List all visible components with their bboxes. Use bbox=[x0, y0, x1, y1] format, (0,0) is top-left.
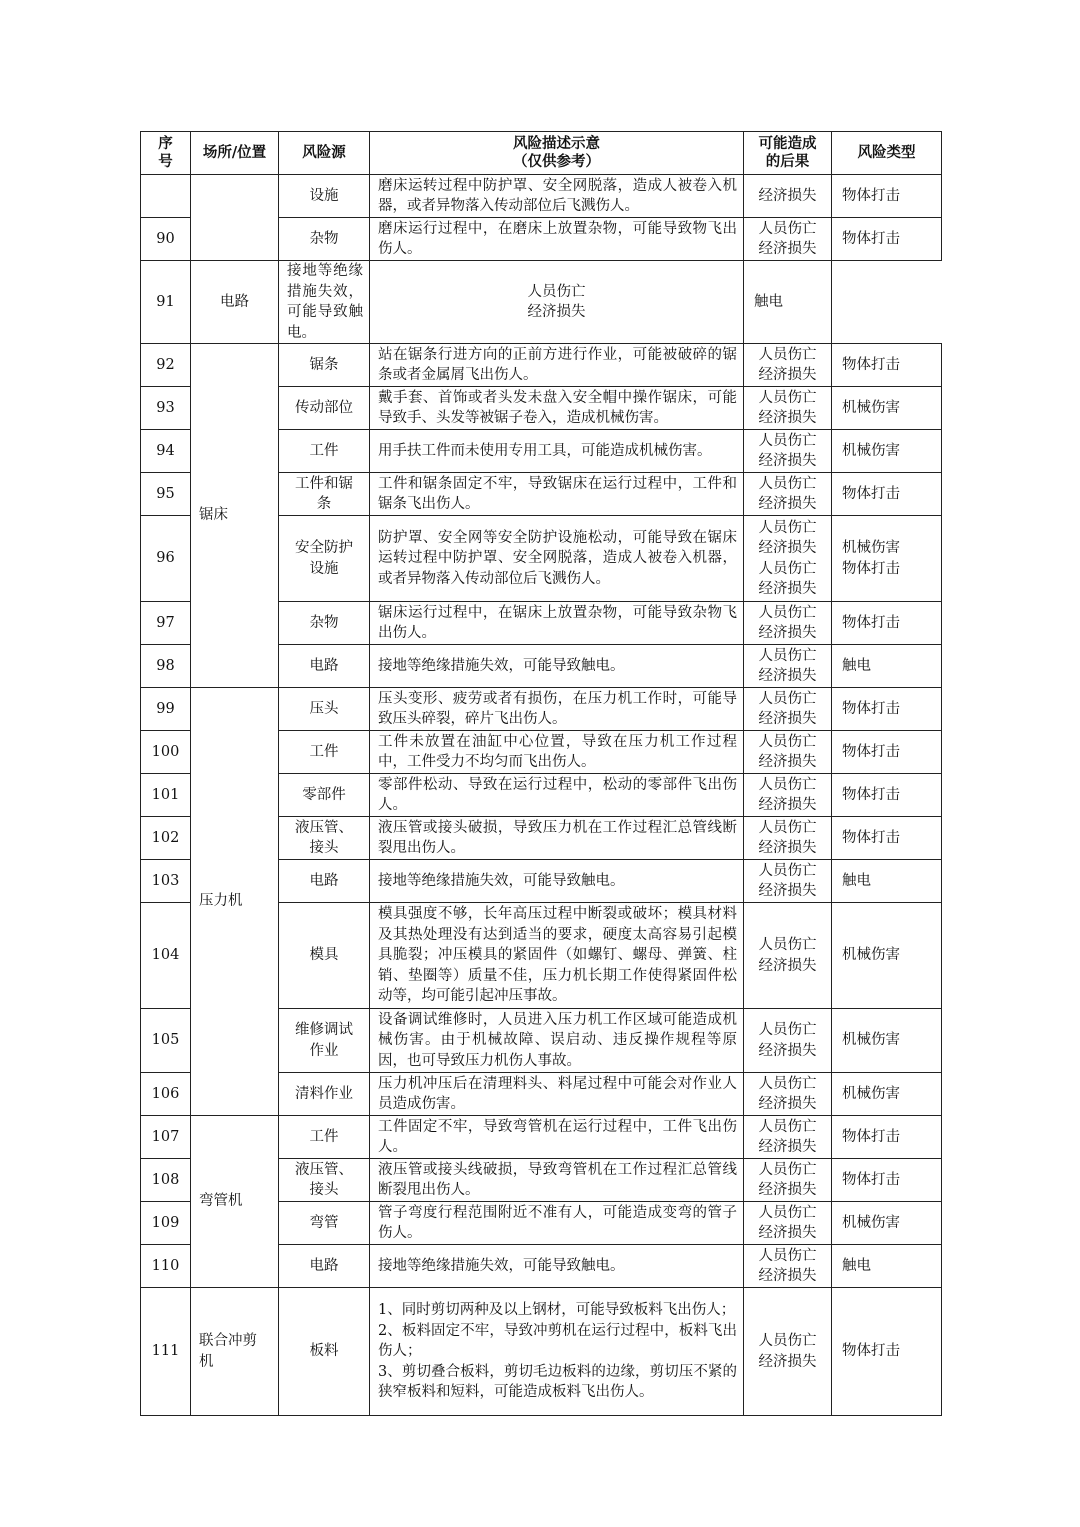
table-row bbox=[141, 175, 942, 218]
row-number: 93 bbox=[141, 387, 191, 430]
consequence-cell: 人员伤亡 经济损失 bbox=[744, 602, 832, 645]
row-number: 96 bbox=[141, 516, 191, 602]
risk-type-cell: 物体打击 bbox=[832, 175, 942, 218]
risk-description-cell: 锯床运行过程中，在锯床上放置杂物，可能导致杂物飞出伤人。 bbox=[370, 602, 744, 645]
consequence-cell: 人员伤亡 经济损失 bbox=[744, 774, 832, 817]
row-number: 94 bbox=[141, 430, 191, 473]
consequence-cell: 人员伤亡 经济损失 bbox=[744, 473, 832, 516]
risk-source-cell: 电路 bbox=[279, 645, 370, 688]
risk-source-cell: 维修调试 作业 bbox=[279, 1009, 370, 1073]
risk-type-cell: 触电 bbox=[832, 1245, 942, 1288]
row-number: 111 bbox=[141, 1288, 191, 1416]
risk-description-cell: 设备调试维修时，人员进入压力机工作区域可能造成机械伤害。由于机械故障、误启动、违反操作规程等原因，也可导致压力机伤人事故。 bbox=[370, 1009, 744, 1073]
row-number: 103 bbox=[141, 860, 191, 903]
location-cell bbox=[191, 175, 279, 261]
consequence-cell: 人员伤亡 经济损失 bbox=[744, 1009, 832, 1073]
risk-description-cell: 1、同时剪切两种及以上钢材，可能导致板料飞出伤人； 2、板料固定不牢，导致冲剪机在运行过程中，板料飞出伤人； 3、剪切叠合板料，剪切毛边板料的边缘，剪切压不紧的狭窄板料和短料，可能造成板料飞出伤人。 bbox=[370, 1288, 744, 1416]
consequence-cell: 人员伤亡 经济损失 bbox=[744, 344, 832, 387]
risk-type-cell: 物体打击 bbox=[832, 218, 942, 261]
row-number: 91 bbox=[141, 261, 191, 344]
risk-type-cell: 物体打击 bbox=[832, 817, 942, 860]
risk-type-cell: 机械伤害 bbox=[832, 1009, 942, 1073]
consequence-cell: 人员伤亡 经济损失 bbox=[744, 645, 832, 688]
location-cell: 锯床 bbox=[191, 344, 279, 688]
risk-source-cell: 锯条 bbox=[279, 344, 370, 387]
risk-description-cell: 液压管或接头破损，导致压力机在工作过程汇总管线断裂甩出伤人。 bbox=[370, 817, 744, 860]
risk-description-cell: 管子弯度行程范围附近不准有人，可能造成变弯的管子伤人。 bbox=[370, 1202, 744, 1245]
risk-type-cell: 机械伤害 bbox=[832, 903, 942, 1009]
row-number: 105 bbox=[141, 1009, 191, 1073]
consequence-cell: 人员伤亡 经济损失 bbox=[744, 430, 832, 473]
consequence-cell: 人员伤亡 经济损失 bbox=[744, 1202, 832, 1245]
consequence-cell: 人员伤亡 经济损失 bbox=[744, 1245, 832, 1288]
risk-source-cell: 清料作业 bbox=[279, 1073, 370, 1116]
header-type: 风险类型 bbox=[832, 132, 942, 175]
risk-description-cell: 接地等绝缘措施失效，可能导致触电。 bbox=[370, 860, 744, 903]
row-number: 109 bbox=[141, 1202, 191, 1245]
risk-type-cell: 物体打击 bbox=[832, 731, 942, 774]
risk-source-cell: 电路 bbox=[279, 1245, 370, 1288]
consequence-cell: 人员伤亡 经济损失 bbox=[744, 860, 832, 903]
header-description: 风险描述示意 （仅供参考） bbox=[370, 132, 744, 175]
consequence-cell: 人员伤亡 经济损失 bbox=[744, 218, 832, 261]
risk-type-cell: 物体打击 bbox=[832, 688, 942, 731]
risk-source-cell: 杂物 bbox=[279, 218, 370, 261]
location-cell: 弯管机 bbox=[191, 1116, 279, 1288]
risk-type-cell: 物体打击 bbox=[832, 602, 942, 645]
header-source: 风险源 bbox=[279, 132, 370, 175]
risk-source-cell: 工件 bbox=[279, 1116, 370, 1159]
consequence-cell: 人员伤亡 经济损失 bbox=[744, 1288, 832, 1416]
risk-description-cell: 磨床运行过程中，在磨床上放置杂物，可能导致物飞出伤人。 bbox=[370, 218, 744, 261]
risk-description-cell: 压力机冲压后在清理料头、料尾过程中可能会对作业人员造成伤害。 bbox=[370, 1073, 744, 1116]
consequence-cell: 人员伤亡 经济损失 bbox=[744, 688, 832, 731]
risk-type-cell: 触电 bbox=[744, 261, 832, 344]
risk-description-cell: 工件未放置在油缸中心位置，导致在压力机工作过程中，工件受力不均匀而飞出伤人。 bbox=[370, 731, 744, 774]
header-location: 场所/位置 bbox=[191, 132, 279, 175]
risk-source-cell: 零部件 bbox=[279, 774, 370, 817]
risk-type-cell: 物体打击 bbox=[832, 774, 942, 817]
risk-type-cell: 物体打击 bbox=[832, 1159, 942, 1202]
consequence-cell: 人员伤亡 经济损失 bbox=[370, 261, 744, 344]
risk-description-cell: 接地等绝缘措施失效，可能导致触电。 bbox=[370, 645, 744, 688]
location-cell: 压力机 bbox=[191, 688, 279, 1116]
table-row bbox=[141, 344, 942, 387]
risk-description-cell: 压头变形、疲劳或者有损伤，在压力机工作时，可能导致压头碎裂，碎片飞出伤人。 bbox=[370, 688, 744, 731]
risk-source-cell: 工件 bbox=[279, 731, 370, 774]
risk-source-cell: 工件和锯 条 bbox=[279, 473, 370, 516]
risk-type-cell: 机械伤害 bbox=[832, 430, 942, 473]
row-number: 108 bbox=[141, 1159, 191, 1202]
risk-source-cell: 安全防护 设施 bbox=[279, 516, 370, 602]
risk-source-cell: 压头 bbox=[279, 688, 370, 731]
row-number: 99 bbox=[141, 688, 191, 731]
risk-table bbox=[140, 131, 942, 1416]
risk-source-cell: 液压管、 接头 bbox=[279, 1159, 370, 1202]
risk-source-cell: 杂物 bbox=[279, 602, 370, 645]
consequence-cell: 人员伤亡 经济损失 bbox=[744, 1159, 832, 1202]
risk-type-cell: 机械伤害 bbox=[832, 1073, 942, 1116]
risk-description-cell: 站在锯条行进方向的正前方进行作业，可能被破碎的锯条或者金属屑飞出伤人。 bbox=[370, 344, 744, 387]
risk-description-cell: 工件固定不牢，导致弯管机在运行过程中，工件飞出伤人。 bbox=[370, 1116, 744, 1159]
location-cell: 联合冲剪 机 bbox=[191, 1288, 279, 1416]
header-consequence: 可能造成 的后果 bbox=[744, 132, 832, 175]
risk-description-cell: 液压管或接头线破损，导致弯管机在工作过程汇总管线断裂甩出伤人。 bbox=[370, 1159, 744, 1202]
risk-type-cell: 机械伤害 bbox=[832, 387, 942, 430]
row-number: 110 bbox=[141, 1245, 191, 1288]
consequence-cell: 人员伤亡 经济损失 bbox=[744, 387, 832, 430]
table-header-row bbox=[141, 132, 942, 175]
consequence-cell: 人员伤亡 经济损失 bbox=[744, 903, 832, 1009]
row-number: 98 bbox=[141, 645, 191, 688]
risk-type-cell: 机械伤害 物体打击 bbox=[832, 516, 942, 602]
row-number: 101 bbox=[141, 774, 191, 817]
header-no: 序 号 bbox=[141, 132, 191, 175]
risk-source-cell: 工件 bbox=[279, 430, 370, 473]
consequence-cell: 人员伤亡 经济损失 bbox=[744, 731, 832, 774]
risk-description-cell: 零部件松动、导致在运行过程中，松动的零部件飞出伤人。 bbox=[370, 774, 744, 817]
row-number: 97 bbox=[141, 602, 191, 645]
row-number: 90 bbox=[141, 218, 191, 261]
row-number: 92 bbox=[141, 344, 191, 387]
row-number: 100 bbox=[141, 731, 191, 774]
risk-description-cell: 接地等绝缘措施失效，可能导致触电。 bbox=[370, 1245, 744, 1288]
row-number: 104 bbox=[141, 903, 191, 1009]
consequence-cell: 人员伤亡 经济损失 bbox=[744, 817, 832, 860]
consequence-cell: 人员伤亡 经济损失 bbox=[744, 1116, 832, 1159]
risk-description-cell: 用手扶工件而未使用专用工具，可能造成机械伤害。 bbox=[370, 430, 744, 473]
risk-type-cell: 物体打击 bbox=[832, 473, 942, 516]
table-row bbox=[141, 1288, 942, 1416]
risk-source-cell: 模具 bbox=[279, 903, 370, 1009]
row-number: 107 bbox=[141, 1116, 191, 1159]
risk-source-cell: 弯管 bbox=[279, 1202, 370, 1245]
consequence-cell: 经济损失 bbox=[744, 175, 832, 218]
risk-source-cell: 板料 bbox=[279, 1288, 370, 1416]
row-number bbox=[141, 175, 191, 218]
risk-description-cell: 防护罩、安全网等安全防护设施松动，可能导致在锯床运转过程中防护罩、安全网脱落，造成人被卷入机器，或者异物落入传动部位后飞溅伤人。 bbox=[370, 516, 744, 602]
consequence-cell: 人员伤亡 经济损失 人员伤亡 经济损失 bbox=[744, 516, 832, 602]
risk-description-cell: 磨床运转过程中防护罩、安全网脱落，造成人被卷入机器，或者异物落入传动部位后飞溅伤人。 bbox=[370, 175, 744, 218]
risk-source-cell: 电路 bbox=[279, 860, 370, 903]
risk-description-cell: 模具强度不够，长年高压过程中断裂或破坏；模具材料及其热处理没有达到适当的要求，硬度太高容易引起模具脆裂；冲压模具的紧固件（如螺钉、螺母、弹簧、柱销、垫圈等）质量不佳，压力机长期工作使得紧固件松动等，均可能引起冲压事故。 bbox=[370, 903, 744, 1009]
consequence-cell: 人员伤亡 经济损失 bbox=[744, 1073, 832, 1116]
risk-source-cell: 液压管、 接头 bbox=[279, 817, 370, 860]
table-row bbox=[141, 261, 942, 344]
risk-description-cell: 戴手套、首饰或者头发未盘入安全帽中操作锯床，可能导致手、头发等被锯子卷入，造成机械伤害。 bbox=[370, 387, 744, 430]
row-number: 102 bbox=[141, 817, 191, 860]
risk-description-cell: 工件和锯条固定不牢，导致锯床在运行过程中，工件和锯条飞出伤人。 bbox=[370, 473, 744, 516]
risk-type-cell: 触电 bbox=[832, 860, 942, 903]
risk-source-cell: 传动部位 bbox=[279, 387, 370, 430]
risk-type-cell: 机械伤害 bbox=[832, 1202, 942, 1245]
risk-source-cell: 电路 bbox=[191, 261, 279, 344]
risk-type-cell: 物体打击 bbox=[832, 1116, 942, 1159]
risk-type-cell: 物体打击 bbox=[832, 1288, 942, 1416]
table-row bbox=[141, 1116, 942, 1159]
table-row bbox=[141, 688, 942, 731]
risk-type-cell: 触电 bbox=[832, 645, 942, 688]
risk-source-cell: 设施 bbox=[279, 175, 370, 218]
row-number: 95 bbox=[141, 473, 191, 516]
risk-description-cell: 接地等绝缘措施失效，可能导致触电。 bbox=[279, 261, 370, 344]
risk-type-cell: 物体打击 bbox=[832, 344, 942, 387]
row-number: 106 bbox=[141, 1073, 191, 1116]
